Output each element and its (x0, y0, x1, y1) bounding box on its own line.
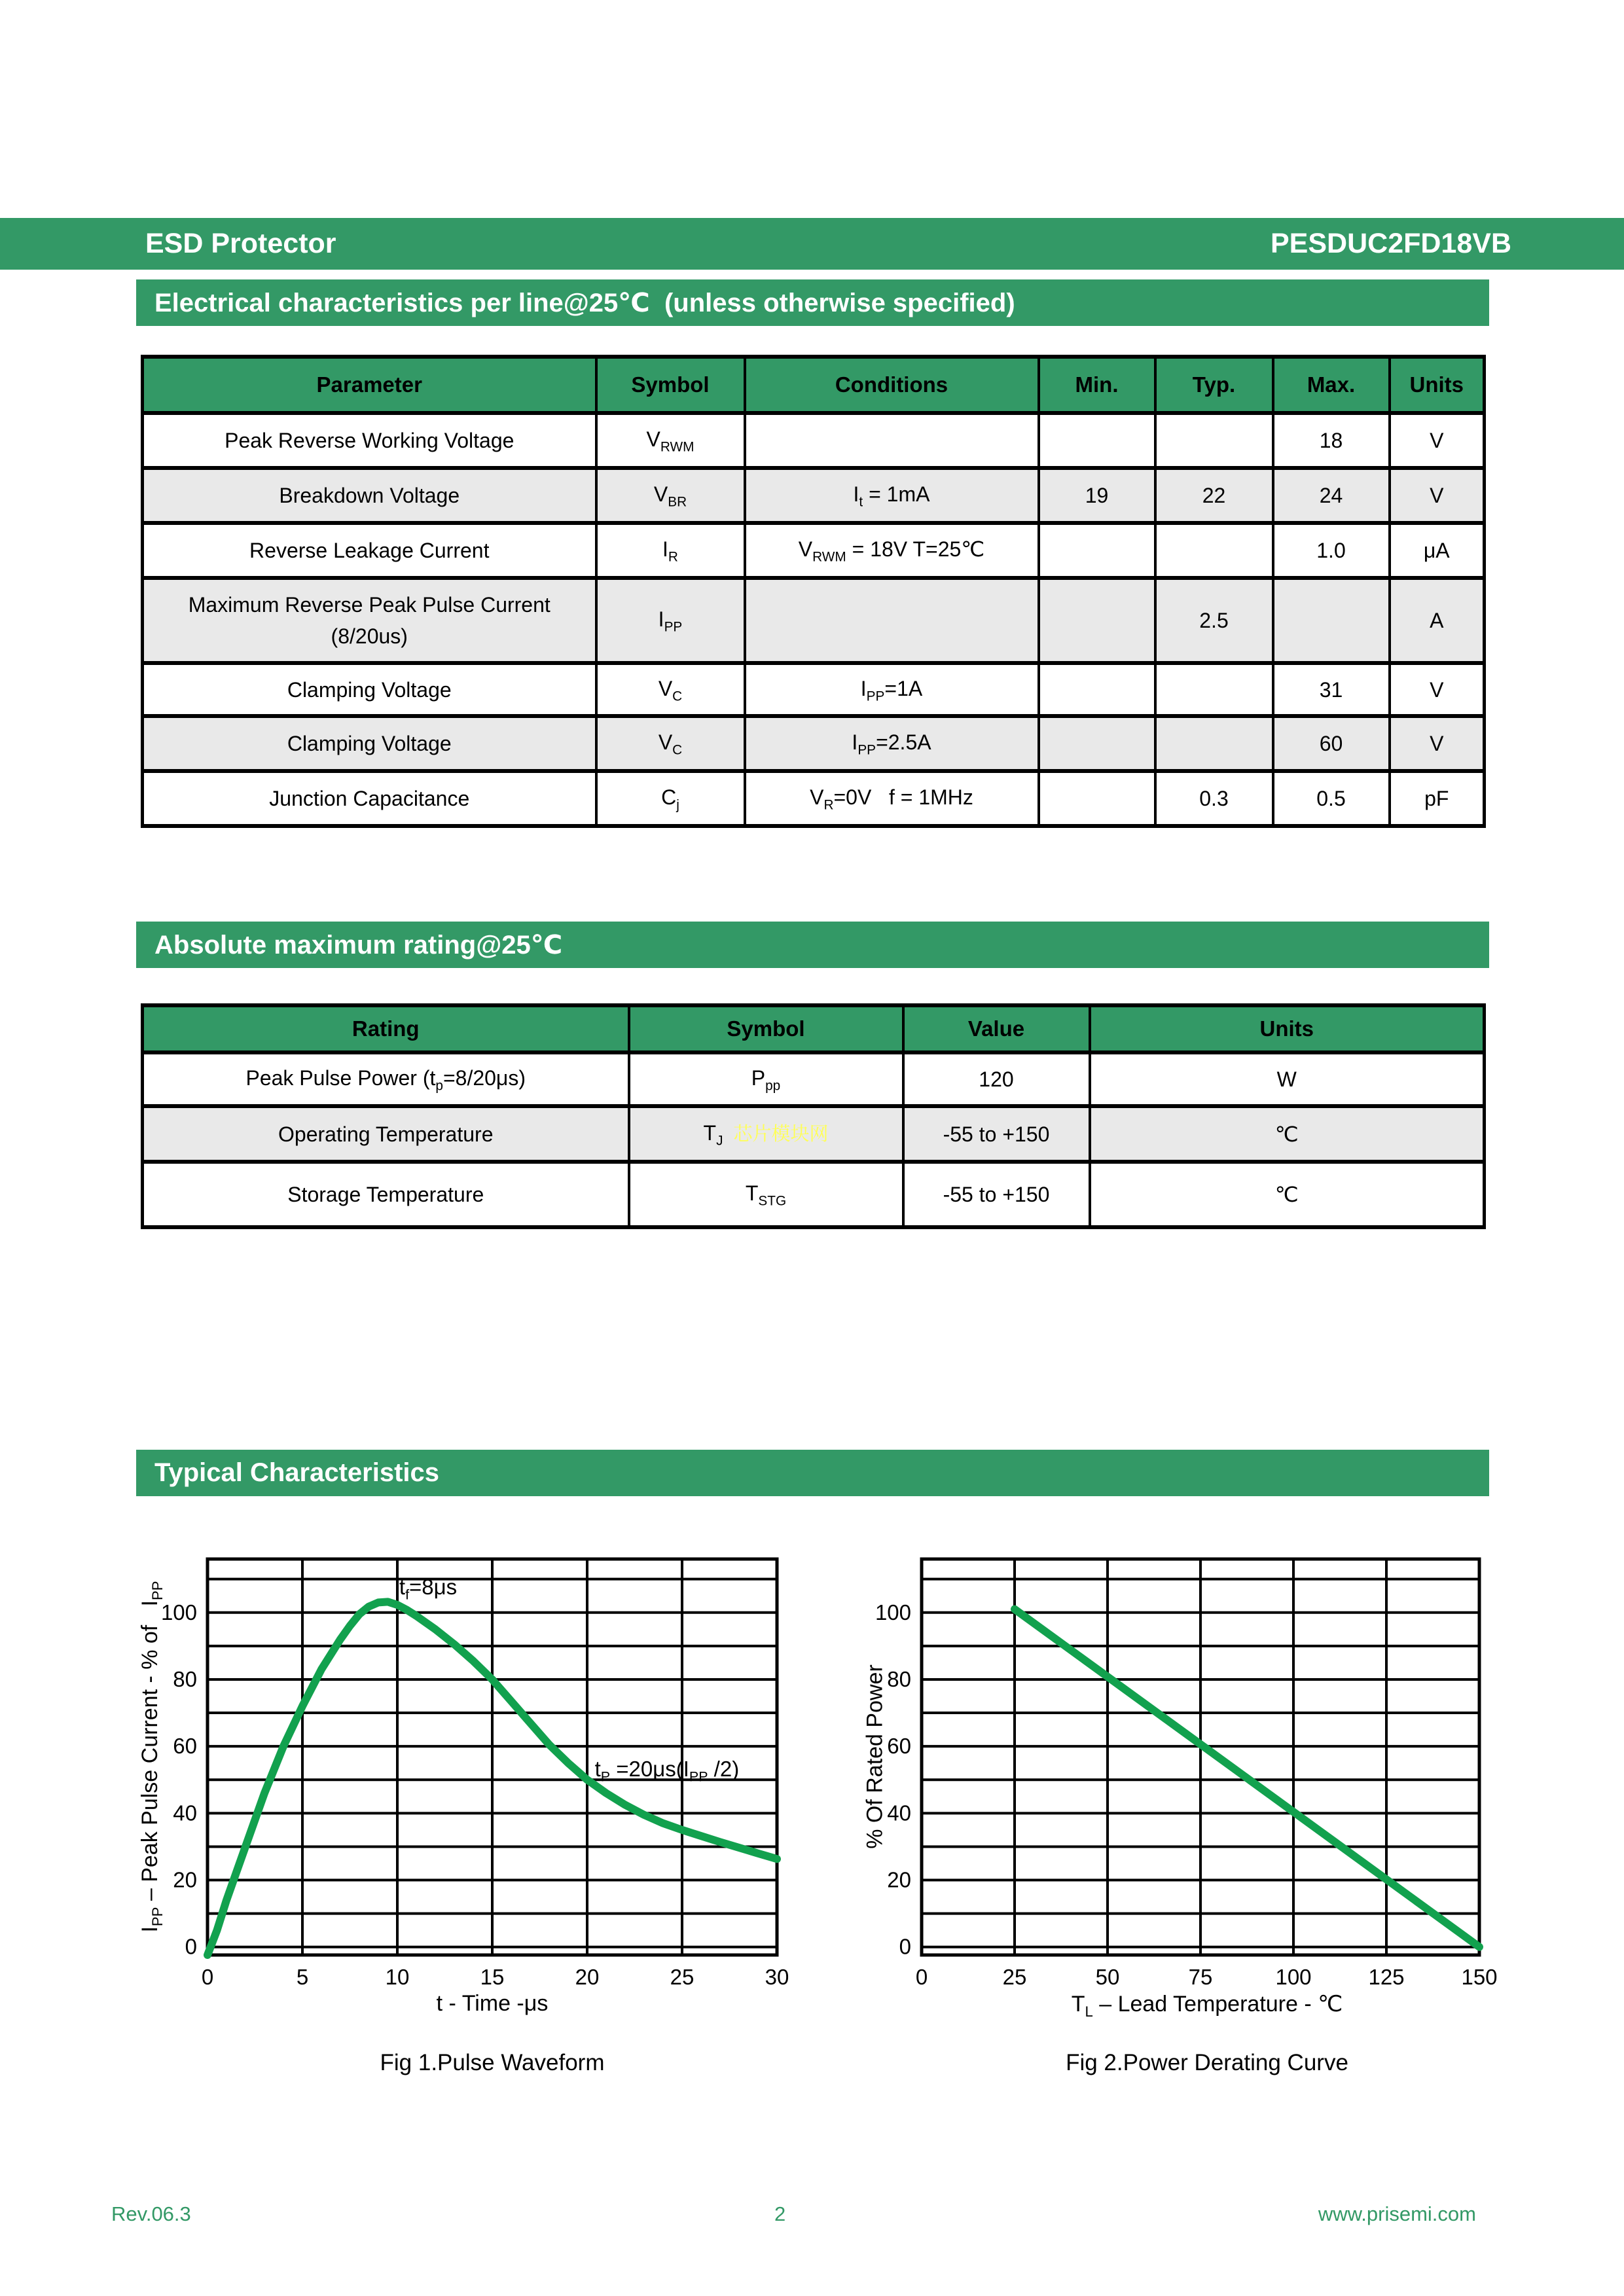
cell-conditions: $V_{RWM} = 18V$ T=25℃ (745, 523, 1039, 578)
cell-symbol: $I_R$ (596, 523, 745, 578)
x-tick-label: 125 (1368, 1965, 1405, 1989)
column-header-max: Max. (1273, 357, 1390, 413)
table-header-row (143, 357, 1485, 413)
column-header-min: Min. (1039, 357, 1155, 413)
column-header-units: Units (1390, 357, 1485, 413)
y-tick-label: 80 (887, 1666, 911, 1691)
cell-symbol: $V_{BR}$ (596, 468, 745, 523)
cell-units: pF (1390, 771, 1485, 826)
x-tick-label: 30 (765, 1965, 789, 1989)
cell-min (1039, 663, 1155, 716)
table-row (143, 1106, 1485, 1162)
fig2-x-axis-label: $T_L$ – Lead Temperature - ℃ (1071, 1992, 1343, 2020)
cell-units: W (1090, 1052, 1485, 1106)
x-tick-label: 150 (1461, 1965, 1498, 1989)
table-row (143, 413, 1485, 468)
cell-conditions: $I_{PP}=1A$ (745, 663, 1039, 716)
fig1-y-axis-label: $I_{PP}$ – Peak Pulse Current - % of $I_{PP}$ (137, 1581, 166, 1933)
x-tick-label: 10 (385, 1965, 410, 1989)
cell-typ (1155, 413, 1273, 468)
cell-symbol: $V_{RWM}$ (596, 413, 745, 468)
cell-value: -55 to +150 (903, 1162, 1090, 1227)
cell-parameter: Breakdown Voltage (143, 468, 596, 523)
table-header-row (143, 1005, 1485, 1052)
table-row (143, 1162, 1485, 1227)
cell-parameter: Peak Reverse Working Voltage (143, 413, 596, 468)
x-tick-label: 100 (1275, 1965, 1312, 1989)
cell-conditions: $V_R=0V$ f = 1MHz (745, 771, 1039, 826)
cell-typ (1155, 523, 1273, 578)
cell-units: V (1390, 468, 1485, 523)
cell-symbol: $T_{STG}$ (629, 1162, 903, 1227)
table-row (143, 1052, 1485, 1106)
y-tick-label: 100 (875, 1600, 911, 1624)
column-header-symbol: Symbol (596, 357, 745, 413)
cell-parameter: Clamping Voltage (143, 663, 596, 716)
cell-symbol: $T_J$ 芯片模块网 (629, 1106, 903, 1162)
section-title-text: Typical Characteristics (154, 1458, 440, 1487)
y-tick-label: 40 (887, 1801, 911, 1825)
column-header-parameter: Parameter (143, 357, 596, 413)
cell-typ: 2.5 (1155, 578, 1273, 663)
x-tick-label: 20 (575, 1965, 600, 1989)
footer-website: www.prisemi.com (1318, 2202, 1476, 2225)
y-tick-label: 40 (173, 1801, 197, 1825)
cell-symbol: $V_C$ (596, 716, 745, 771)
watermark-text: 芯片模块网 (733, 1123, 829, 1145)
x-tick-label: 15 (480, 1965, 505, 1989)
table-row (143, 523, 1485, 578)
fig1-caption: Fig 1.Pulse Waveform (380, 2050, 605, 2075)
cell-conditions (745, 413, 1039, 468)
section-title-text: Electrical characteristics per line@25℃ (unless otherwise specified) (154, 288, 1015, 317)
cell-symbol: $V_C$ (596, 663, 745, 716)
x-tick-label: 5 (296, 1965, 309, 1989)
chart-annotation: $t_f=8\mu s$ (399, 1574, 458, 1603)
cell-units: ℃ (1090, 1162, 1485, 1227)
cell-typ: 0.3 (1155, 771, 1273, 826)
cell-value: 120 (903, 1052, 1090, 1106)
cell-conditions (745, 578, 1039, 663)
cell-min (1039, 716, 1155, 771)
footer-page-number: 2 (774, 2202, 786, 2225)
y-tick-label: 0 (899, 1934, 911, 1959)
y-tick-label: 100 (160, 1600, 197, 1624)
column-header-symbol: Symbol (629, 1005, 903, 1052)
section-title-absolute-maximum (136, 922, 1489, 968)
column-header-conditions: Conditions (745, 357, 1039, 413)
cell-conditions: $I_{PP}=2.5A$ (745, 716, 1039, 771)
column-header-rating: Rating (143, 1005, 629, 1052)
cell-max: 60 (1273, 716, 1390, 771)
table-row (143, 663, 1485, 716)
cell-units: A (1390, 578, 1485, 663)
column-header-units: Units (1090, 1005, 1485, 1052)
cell-min (1039, 523, 1155, 578)
cell-symbol: $I_{PP}$ (596, 578, 745, 663)
cell-conditions: $I_t = 1mA$ (745, 468, 1039, 523)
cell-rating: Storage Temperature (143, 1162, 629, 1227)
x-tick-label: 0 (915, 1965, 928, 1989)
cell-max (1273, 578, 1390, 663)
cell-max: 24 (1273, 468, 1390, 523)
cell-symbol: $P_{pp}$ (629, 1052, 903, 1106)
y-tick-label: 60 (887, 1734, 911, 1759)
section-title-typical-characteristics (136, 1450, 1489, 1496)
electrical-characteristics-table (141, 355, 1486, 828)
cell-min (1039, 578, 1155, 663)
cell-max: 0.5 (1273, 771, 1390, 826)
footer-revision: Rev.06.3 (111, 2202, 191, 2225)
table-row (143, 771, 1485, 826)
cell-parameter: Clamping Voltage (143, 716, 596, 771)
x-tick-label: 0 (201, 1965, 214, 1989)
section-title-text: Absolute maximum rating@25℃ (154, 930, 563, 960)
cell-typ (1155, 663, 1273, 716)
y-tick-label: 80 (173, 1666, 197, 1691)
x-tick-label: 50 (1095, 1965, 1120, 1989)
fig1-x-axis-label: t - Time -μs (436, 1991, 549, 2016)
table-row (143, 578, 1485, 663)
cell-units: ℃ (1090, 1106, 1485, 1162)
y-tick-label: 0 (185, 1934, 197, 1959)
chart-annotation: $t_P =20\mu s(I_{PP}$ /2) (594, 1756, 740, 1785)
table-row (143, 716, 1485, 771)
column-header-value: Value (903, 1005, 1090, 1052)
cell-min (1039, 413, 1155, 468)
y-tick-label: 20 (887, 1867, 911, 1892)
fig2-y-axis-label: % Of Rated Power (862, 1664, 888, 1849)
page-header-title: ESD Protector (145, 228, 336, 259)
x-tick-label: 75 (1188, 1965, 1213, 1989)
y-tick-label: 20 (173, 1867, 197, 1892)
cell-symbol: $C_j$ (596, 771, 745, 826)
cell-min: 19 (1039, 468, 1155, 523)
column-header-typ: Typ. (1155, 357, 1273, 413)
cell-parameter: Junction Capacitance (143, 771, 596, 826)
cell-value: -55 to +150 (903, 1106, 1090, 1162)
x-tick-label: 25 (670, 1965, 695, 1989)
cell-rating: Operating Temperature (143, 1106, 629, 1162)
cell-units: V (1390, 663, 1485, 716)
cell-max: 1.0 (1273, 523, 1390, 578)
fig2-power-derating-curve-plot (859, 1554, 1499, 2001)
cell-units: V (1390, 413, 1485, 468)
cell-rating: Peak Pulse Power $(t_p=8/20\mu s)$ (143, 1052, 629, 1106)
table-row (143, 468, 1485, 523)
cell-max: 18 (1273, 413, 1390, 468)
cell-typ (1155, 716, 1273, 771)
section-title-electrical (136, 279, 1489, 326)
part-number: PESDUC2FD18VB (1271, 228, 1511, 259)
page-header-bar (0, 218, 1624, 270)
cell-parameter: Maximum Reverse Peak Pulse Current (8/20us) (143, 578, 596, 663)
absolute-maximum-rating-table (141, 1003, 1486, 1229)
cell-max: 31 (1273, 663, 1390, 716)
x-tick-label: 25 (1002, 1965, 1027, 1989)
cell-min (1039, 771, 1155, 826)
fig2-caption: Fig 2.Power Derating Curve (1066, 2050, 1348, 2075)
cell-units: V (1390, 716, 1485, 771)
derating-curve (1015, 1609, 1479, 1947)
cell-units: μA (1390, 523, 1485, 578)
cell-typ: 22 (1155, 468, 1273, 523)
y-tick-label: 60 (173, 1734, 197, 1759)
cell-parameter: Reverse Leakage Current (143, 523, 596, 578)
